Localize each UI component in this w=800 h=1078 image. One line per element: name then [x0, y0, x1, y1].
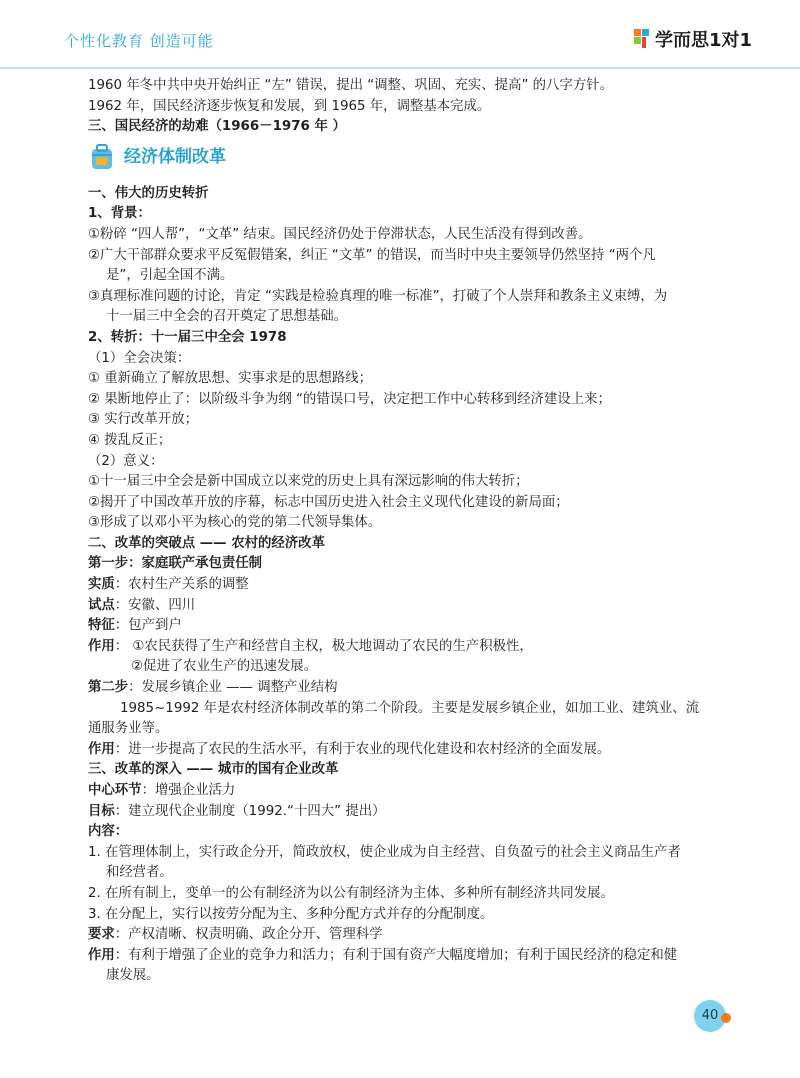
section-heading: [88, 140, 728, 174]
text-line: [88, 117, 728, 138]
line-text: ：增强企业活力: [141, 783, 236, 798]
line-text: ②揭开了中国改革开放的序幕，标志中国历史进入社会主义现代化建设的新局面；: [88, 494, 569, 510]
intro-block: [88, 76, 728, 138]
line-text: ②广大干部群众要求平反冤假错案，纠正 “文革” 的错误，而当时中央主要领导仍然坚持 “两个凡: [88, 247, 656, 263]
page-header: [0, 0, 800, 68]
line-text: ② 果断地停止了：以阶级斗争为纲 “的错误口号，决定把工作中心转移到经济建设上来；: [88, 391, 611, 407]
line-text: 2. 在所有制上，变单一的公有制经济为以公有制经济为主体、多种所有制经济共同发展。: [88, 885, 614, 901]
brand-logo: [633, 26, 752, 52]
text-line: [88, 204, 728, 225]
line-text: 1960 年冬中共中央开始纠正 “左” 错误，提出 “调整、巩固、充实、提高” 的八字方针。: [88, 78, 613, 93]
school-bag-icon: [88, 143, 116, 171]
line-text: 三、改革的深入 —— 城市的国有企业改革: [88, 762, 339, 778]
text-line: [88, 802, 728, 823]
line-text: 3. 在分配上，实行以按劳分配为主、多种分配方式并存的分配制度。: [88, 906, 494, 922]
line-text: ：安徽、四川: [114, 597, 196, 613]
term-label: 实质: [88, 577, 115, 593]
line-text: ：进一步提高了农民的生活水平，有利于农业的现代化建设和农村经济的全面发展。: [114, 741, 611, 757]
text-line: [88, 575, 728, 596]
text-line: [88, 287, 728, 308]
text-line: [88, 719, 728, 740]
text-line: [88, 513, 728, 534]
term-label: 作用: [88, 638, 115, 654]
line-text: ： ①农民获得了生产和经营自主权，极大地调动了农民的生产积极性，: [114, 638, 533, 654]
line-text: 1962 年，国民经济逐步恢复和发展，到 1965 年，调整基本完成。: [88, 98, 491, 114]
term-label: 试点: [88, 597, 115, 613]
text-line: [88, 863, 728, 884]
line-text: 1985~1992 年是农村经济体制改革的第二个阶段。主要是发展乡镇企业，如加工业、建筑业、流: [120, 700, 700, 716]
text-line: [88, 369, 728, 390]
brand-name: 学而思1对1: [655, 30, 753, 51]
header-divider: [0, 67, 800, 69]
header-slogan: 个性化教育 创造可能: [64, 32, 214, 50]
text-line: [88, 740, 728, 761]
line-text: （2）意义：: [88, 453, 164, 469]
line-text: ④ 拨乱反正；: [88, 432, 172, 448]
line-text: 内容：: [88, 824, 129, 840]
text-line: [88, 781, 728, 802]
text-line: [88, 946, 728, 967]
term-label: 特征: [88, 618, 115, 634]
text-line: [88, 472, 728, 493]
term-label: 第二步: [88, 680, 129, 696]
line-text: ①粉碎 “四人帮”，“文革” 结束。国民经济仍处于停滞状态，人民生活没有得到改善。: [88, 226, 592, 242]
text-line: [88, 349, 728, 370]
main-block: [88, 184, 728, 987]
text-line: [88, 97, 728, 118]
line-text: ① 重新确立了解放思想、实事求是的思想路线；: [88, 371, 373, 387]
line-text: 第一步：家庭联产承包责任制: [88, 556, 263, 572]
line-text: ：产权清晰、权责明确、政企分开、管理科学: [114, 927, 383, 943]
text-line: [88, 884, 728, 905]
line-text: ③真理标准问题的讨论，肯定 “实践是检验真理的唯一标准”，打破了个人崇拜和教条主义束缚，为: [88, 288, 668, 304]
document-body: [88, 76, 728, 987]
text-line: [88, 699, 728, 720]
line-text: 1、背景：: [88, 206, 151, 222]
text-line: [88, 760, 728, 781]
line-text: 三、国民经济的劫难（1966－1976 年 ）: [88, 119, 346, 135]
text-line: [88, 657, 728, 678]
text-line: [88, 184, 728, 205]
text-line: [88, 76, 728, 97]
term-label: 作用: [88, 947, 115, 963]
line-text: 和经营者。: [106, 865, 173, 881]
term-label: 中心环节: [88, 783, 142, 798]
term-label: 要求: [88, 927, 115, 943]
text-line: [88, 596, 728, 617]
text-line: [88, 266, 728, 287]
line-text: 一、伟大的历史转折: [88, 185, 209, 201]
text-line: [88, 390, 728, 411]
text-line: [88, 554, 728, 575]
text-line: [88, 431, 728, 452]
text-line: [88, 822, 728, 843]
text-line: [88, 616, 728, 637]
text-line: [88, 307, 728, 328]
line-text: ：发展乡镇企业 —— 调整产业结构: [128, 680, 338, 696]
line-text: ①十一届三中全会是新中国成立以来党的历史上具有深远影响的伟大转折；: [88, 474, 529, 490]
line-text: （1）全会决策：: [88, 350, 191, 366]
text-line: [88, 410, 728, 431]
line-text: ：农村生产关系的调整: [114, 577, 249, 593]
brand-logo-icon: [633, 28, 651, 50]
section-title: 经济体制改革: [124, 146, 226, 167]
line-text: 是”，引起全国不满。: [106, 268, 234, 284]
text-line: [88, 328, 728, 349]
text-line: [88, 905, 728, 926]
page-number-dot: [721, 1013, 731, 1023]
line-text: ③ 实行改革开放；: [88, 412, 198, 428]
line-text: 康发展。: [106, 968, 160, 984]
line-text: ：有利于增强了企业的竞争力和活力；有利于国有资产大幅度增加；有利于国民经济的稳定和健: [114, 947, 678, 963]
line-text: 1. 在管理体制上，实行政企分开，简政放权，使企业成为自主经营、自负盈亏的社会主义商品生产者: [88, 844, 681, 860]
term-label: 作用: [88, 741, 115, 757]
line-text: ：建立现代企业制度（1992.“十四大” 提出）: [114, 803, 386, 819]
text-line: [88, 246, 728, 267]
line-text: 通服务业等。: [88, 721, 169, 737]
page-number: 40: [694, 1000, 726, 1032]
line-text: 十一届三中全会的召开奠定了思想基础。: [106, 309, 348, 325]
text-line: [88, 925, 728, 946]
line-text: 二、改革的突破点 —— 农村的经济改革: [88, 535, 325, 551]
text-line: [88, 843, 728, 864]
line-text: ：包产到户: [114, 618, 182, 634]
text-line: [88, 493, 728, 514]
text-line: [88, 534, 728, 555]
text-line: [88, 966, 728, 987]
text-line: [88, 637, 728, 658]
line-text: ②促进了农业生产的迅速发展。: [131, 659, 318, 675]
text-line: [88, 678, 728, 699]
term-label: 目标: [88, 803, 115, 819]
line-text: ③形成了以邓小平为核心的党的第二代领导集体。: [88, 515, 382, 531]
text-line: [88, 452, 728, 473]
text-line: [88, 225, 728, 246]
line-text: 2、转折：十一届三中全会 1978: [88, 329, 287, 345]
